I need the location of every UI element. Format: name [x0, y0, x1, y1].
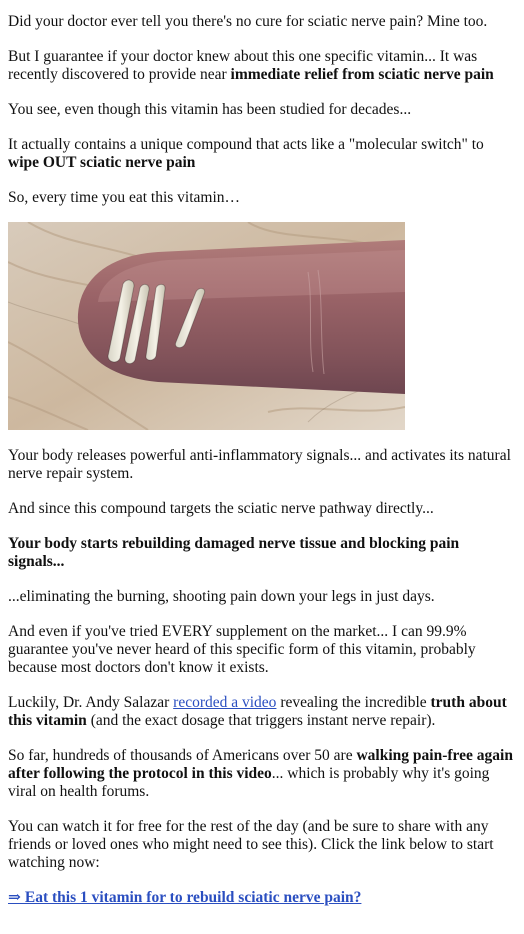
- paragraph-rebuilding-bold: Your body starts rebuilding damaged nerve tissue and blocking pain signals...: [8, 535, 460, 570]
- paragraph-guarantee-text: But I guarantee if your doctor knew about this one specific vitamin... It was recently discovered to provide near: [8, 48, 478, 83]
- paragraph-doctor-video-text-b: revealing the incredible: [276, 694, 431, 711]
- paragraph-doctor-video-bold: truth about this vitamin: [8, 694, 507, 729]
- finger-rice-photo: [8, 222, 405, 430]
- paragraph-studied: You see, even though this vitamin has been studied for decades...: [8, 101, 412, 118]
- paragraph-every-time: So, every time you eat this vitamin…: [8, 189, 241, 206]
- paragraph-doctor-video-text-c: (and the exact dosage that triggers instant nerve repair).: [86, 712, 436, 729]
- paragraph-intro: Did your doctor ever tell you there's no cure for sciatic nerve pain? Mine too.: [8, 13, 488, 30]
- paragraph-americans-text-b: ... which is probably why it's going viral on health forums.: [8, 765, 490, 800]
- paragraph-americans-text-a: So far, hundreds of thousands of Americans over 50 are: [8, 747, 357, 764]
- paragraph-compound: [8, 136, 514, 172]
- cta-link[interactable]: ⇒ Eat this 1 vitamin for to rebuild sciatic nerve pain?: [8, 889, 362, 906]
- paragraph-doctor-video-text-a: Luckily, Dr. Andy Salazar: [8, 694, 174, 711]
- paragraph-americans: [8, 747, 514, 801]
- paragraph-guarantee: [8, 48, 514, 84]
- paragraph-eliminating: ...eliminating the burning, shooting pain down your legs in just days.: [8, 588, 435, 605]
- paragraph-rebuilding: [8, 535, 514, 571]
- paragraph-targets: And since this compound targets the sciatic nerve pathway directly...: [8, 500, 434, 517]
- paragraph-body-releases: Your body releases powerful anti-inflammatory signals... and activates its natural nerve repair system.: [8, 447, 511, 482]
- paragraph-americans-bold: walking pain-free again after following the protocol in this video: [8, 747, 513, 782]
- paragraph-guarantee-bold: immediate relief from sciatic nerve pain: [230, 66, 494, 83]
- paragraph-supplements: And even if you've tried EVERY supplement on the market... I can 99.9% guarantee you've never heard of this specific form of this vitamin, probably because most doctors don't know it exists.: [8, 623, 476, 676]
- cta-paragraph: [8, 889, 514, 907]
- paragraph-compound-text: It actually contains a unique compound that acts like a "molecular switch" to: [8, 136, 484, 153]
- recorded-video-link[interactable]: recorded a video: [173, 694, 277, 711]
- paragraph-watch-free: You can watch it for free for the rest of the day (and be sure to share with any friends or loved ones who might need to see this). Click the link below to start watching now:: [8, 818, 494, 871]
- paragraph-doctor-video: [8, 694, 514, 730]
- paragraph-compound-bold: wipe OUT sciatic nerve pain: [8, 154, 196, 171]
